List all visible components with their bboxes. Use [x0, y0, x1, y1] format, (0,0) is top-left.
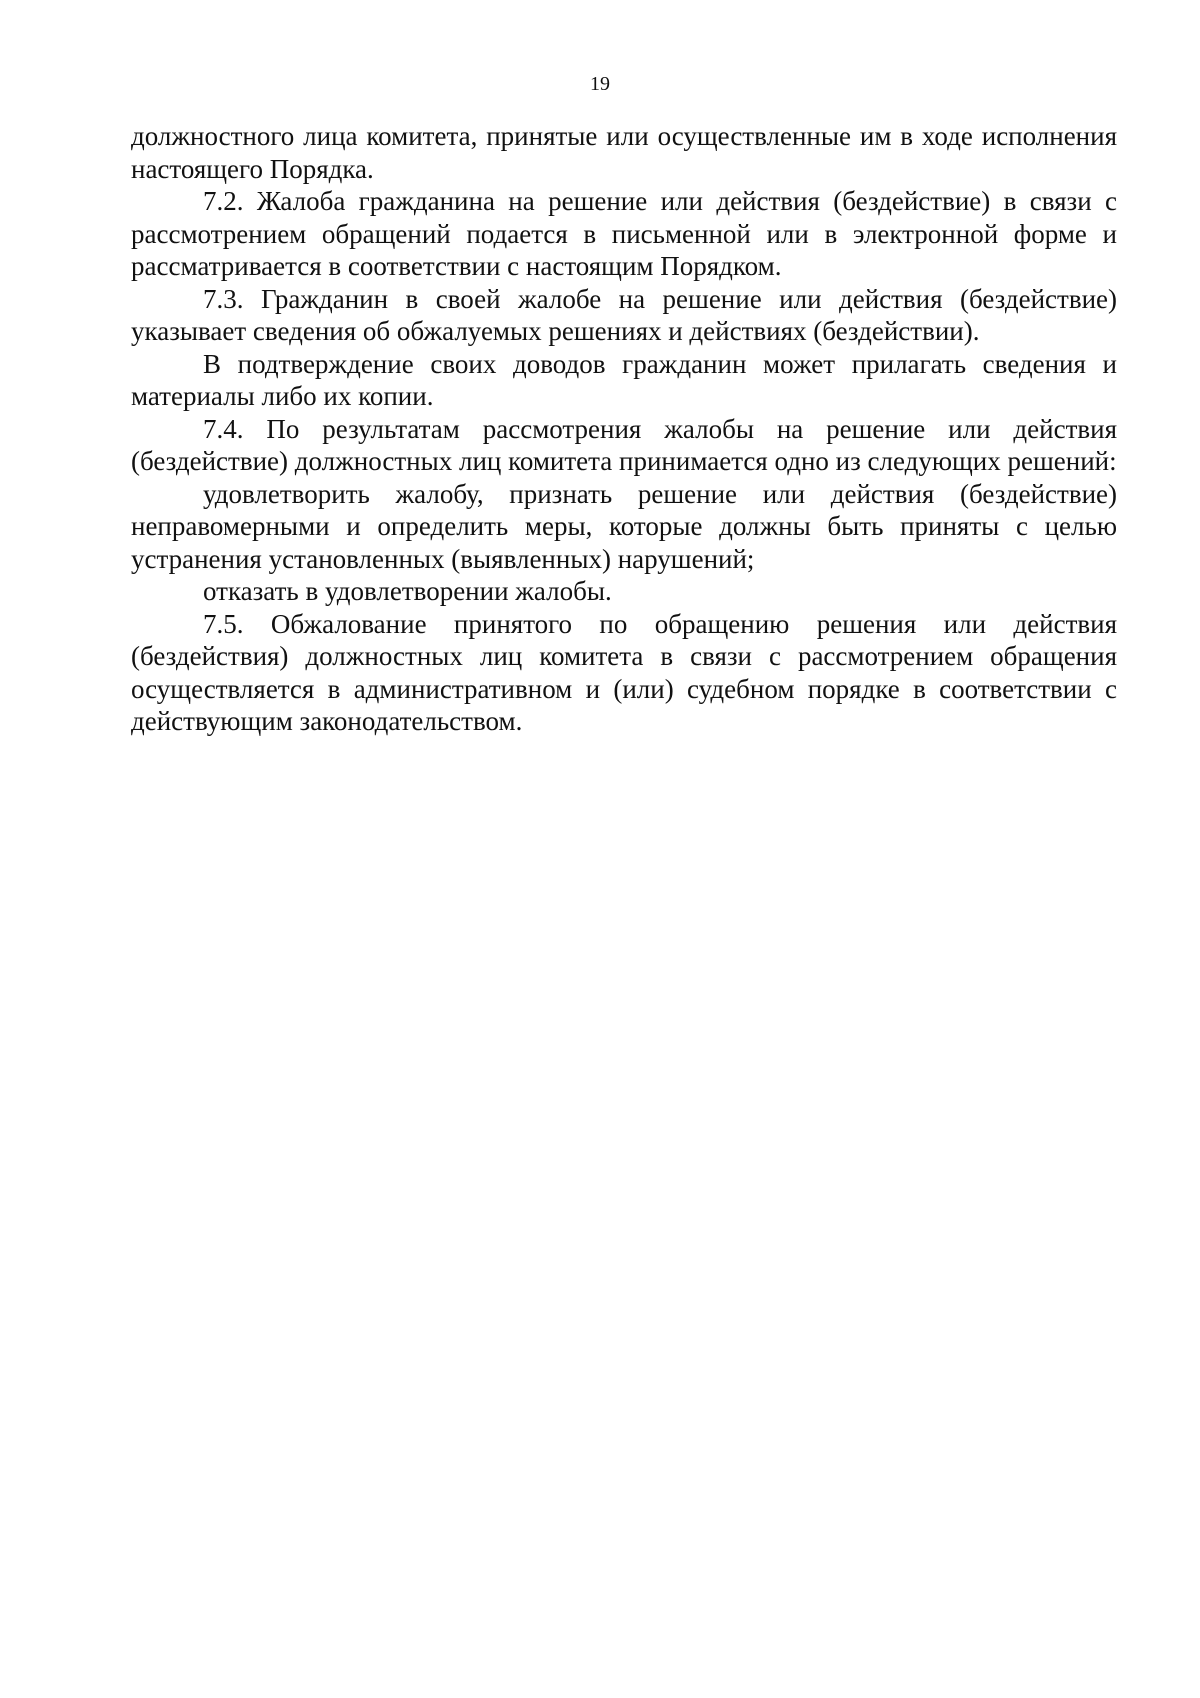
paragraph-7-4: 7.4. По результатам рассмотрения жалобы на решение или действия (бездействие) должностных лиц комитета принимается одно из следующих решений:: [131, 413, 1117, 476]
paragraph-option-satisfy: удовлетворить жалобу, признать решение или действия (бездействие) неправомерными и определить меры, которые должны быть приняты с целью устранения установленных (выявленных) нарушений;: [131, 478, 1117, 574]
document-body: [131, 120, 1117, 738]
paragraph-option-refuse: отказать в удовлетворении жалобы.: [203, 576, 612, 606]
page-number: 19: [590, 73, 610, 95]
paragraph-7-3: 7.3. Гражданин в своей жалобе на решение или действия (бездействие) указывает сведения об обжалуемых решениях и действиях (бездействии).: [131, 283, 1117, 346]
paragraph-continuation: должностного лица комитета, принятые или осуществленные им в ходе исполнения настоящего Порядка.: [131, 121, 1117, 184]
paragraph-7-2: 7.2. Жалоба гражданина на решение или действия (бездействие) в связи с рассмотрением обращений подается в письменной или в электронной форме и рассматривается в соответствии с настоящим Порядком.: [131, 186, 1117, 281]
paragraph-evidence: В подтверждение своих доводов гражданин может прилагать сведения и материалы либо их копии.: [131, 348, 1117, 411]
paragraph-7-5: 7.5. Обжалование принятого по обращению решения или действия (бездействия) должностных лиц комитета в связи с рассмотрением обращения осуществляется в административном и (или) судебном порядке в соответствии с действующим законодательством.: [131, 608, 1117, 736]
